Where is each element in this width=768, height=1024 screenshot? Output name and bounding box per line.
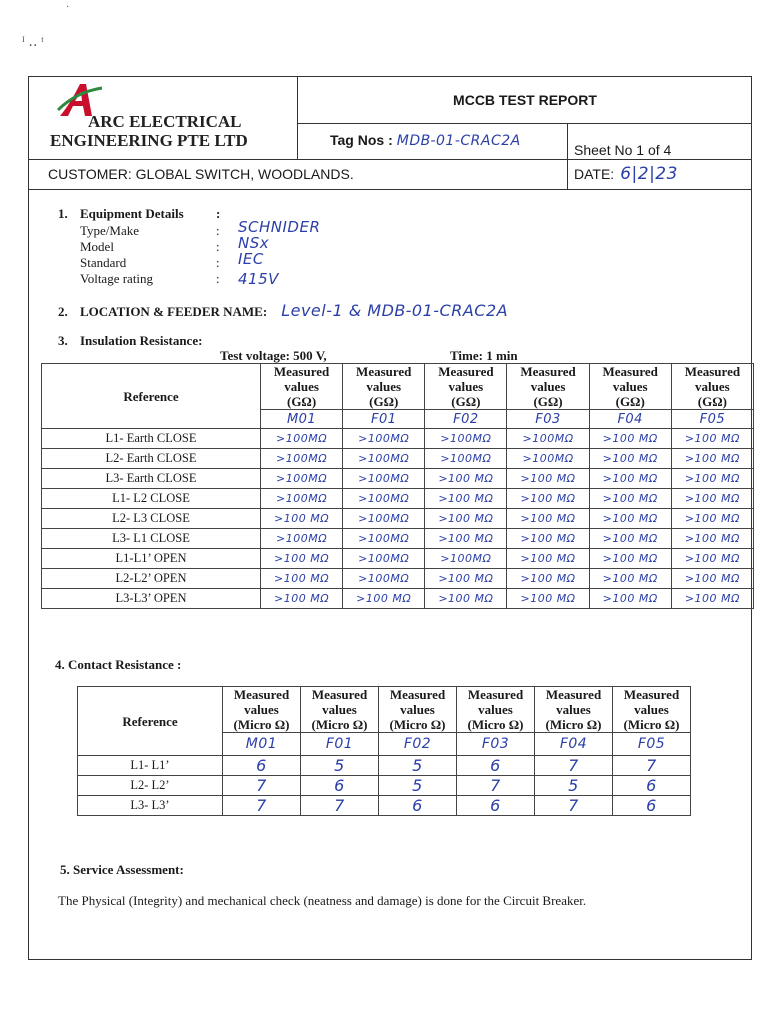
reference-cell: L1- L1’ [78,756,223,776]
measured-header-unit: (Micro Ω) [389,717,446,732]
equipment-label: Type/Make [80,223,140,238]
reference-cell: L2-L2’ OPEN [42,569,261,589]
measured-value-cell: 7 [613,756,691,776]
equipment-colon: : [216,223,220,238]
measured-header-line: values [530,379,566,394]
measured-value-cell: >100 MΩ [589,489,671,509]
feeder-header: F01 [343,410,425,429]
measured-value-cell: >100 MΩ [589,529,671,549]
measured-value-cell: >100 MΩ [261,589,343,609]
measured-header-unit: (GΩ) [697,394,727,409]
measured-header-line: Measured [602,364,658,379]
measured-value-cell: >100MΩ [261,469,343,489]
measured-value-cell: >100 MΩ [507,549,589,569]
measured-header-line: values [612,379,648,394]
section-number: 3. [58,333,68,348]
measured-value-cell: 7 [457,776,535,796]
equipment-colon: : [216,271,220,286]
insulation-body [42,429,754,609]
measured-value-cell: 6 [301,776,379,796]
equipment-row-model [80,234,270,255]
measured-header-line: Measured [311,687,368,702]
measured-header [343,364,425,410]
table-row [42,489,754,509]
feeder-header: F02 [425,410,507,429]
measured-value-cell: >100 MΩ [507,489,589,509]
measured-value-cell: >100MΩ [261,449,343,469]
table-row [78,776,691,796]
date-label: DATE: [574,166,615,182]
table-row [42,429,754,449]
measured-header-unit: (Micro Ω) [467,717,524,732]
table-row [42,469,754,489]
reference-header: Reference [78,687,223,756]
table-row [78,796,691,816]
measured-value-cell: 7 [223,796,301,816]
measured-header-line: Measured [684,364,741,379]
table-row [42,549,754,569]
tag-cell [298,124,568,160]
contact-table [77,686,691,816]
equipment-colon: : [216,239,220,254]
feeder-header: M01 [261,410,343,429]
measured-value-cell: >100MΩ [425,429,507,449]
measured-value-cell: 7 [535,796,613,816]
measured-value-cell: >100 MΩ [589,429,671,449]
table-row [42,529,754,549]
reference-cell: L3- L1 CLOSE [42,529,261,549]
measured-header-line: Measured [233,687,290,702]
measured-header-unit: (Micro Ω) [233,717,290,732]
measured-value-cell: 6 [223,756,301,776]
equipment-value: SCHNIDER [238,218,321,236]
measured-header-line: values [478,702,513,717]
measured-value-cell: 5 [535,776,613,796]
measured-value-cell: >100MΩ [507,449,589,469]
equipment-label: Voltage rating [80,271,154,286]
measured-header-line: Measured [545,687,602,702]
margin-dot: · [66,2,70,13]
measured-header-unit: (GΩ) [369,394,399,409]
measured-value-cell: >100 MΩ [261,569,343,589]
measured-value-cell: >100MΩ [507,429,589,449]
measured-header [425,364,507,410]
table-row [42,589,754,609]
measured-value-cell: >100MΩ [261,429,343,449]
contact-heading: 4. Contact Resistance : [55,657,182,672]
table-row [42,509,754,529]
feeder-header: F02 [379,733,457,756]
measured-header-line: Measured [356,364,412,379]
feeder-header: F04 [589,410,671,429]
tag-label: Tag Nos : [330,132,393,148]
measured-value-cell: 6 [613,776,691,796]
feeder-header: M01 [223,733,301,756]
customer-field: CUSTOMER: GLOBAL SWITCH, WOODLANDS. [28,160,568,190]
location-label: LOCATION & FEEDER NAME: [80,304,268,319]
company-name-line2: ENGINEERING PTE LTD [50,131,248,150]
service-heading: 5. Service Assessment: [60,862,184,877]
feeder-header: F05 [613,733,691,756]
measured-value-cell: >100 MΩ [425,529,507,549]
measured-header [589,364,671,410]
measured-value-cell: >100 MΩ [343,589,425,609]
sheet-number: Sheet No 1 of 4 [568,124,752,160]
measured-value-cell: >100MΩ [261,489,343,509]
insulation-heading-text: Insulation Resistance: [80,333,203,348]
equipment-colon: : [216,255,220,270]
measured-value-cell: >100 MΩ [425,509,507,529]
reference-cell: L3- Earth CLOSE [42,469,261,489]
measured-value-cell: >100 MΩ [507,589,589,609]
measured-value-cell: >100 MΩ [671,449,753,469]
measured-header-unit: (Micro Ω) [545,717,602,732]
measured-value-cell: >100 MΩ [671,489,753,509]
measured-value-cell: 6 [457,796,535,816]
measured-value-cell: >100 MΩ [261,549,343,569]
measured-header-line: values [366,379,402,394]
measured-value-cell: 5 [379,776,457,796]
measured-header-line: Measured [389,687,446,702]
measured-header-unit: (GΩ) [451,394,481,409]
feeder-header: F03 [457,733,535,756]
measured-header-unit: (GΩ) [615,394,645,409]
measured-value-cell: >100 MΩ [671,509,753,529]
reference-cell: L2- L2’ [78,776,223,796]
equipment-value: 415V [238,270,279,288]
measured-value-cell: >100MΩ [343,549,425,569]
reference-cell: L3-L3’ OPEN [42,589,261,609]
measured-value-cell: 6 [613,796,691,816]
measured-value-cell: >100 MΩ [671,429,753,449]
measured-value-cell: >100MΩ [343,529,425,549]
equipment-value: IEC [238,250,264,268]
measured-value-cell: >100 MΩ [589,549,671,569]
equipment-label: Model [80,239,114,254]
measured-header-line: values [448,379,484,394]
measured-header [301,687,379,733]
table-row [78,756,691,776]
measured-header-unit: (Micro Ω) [311,717,368,732]
measured-value-cell: 7 [223,776,301,796]
measured-value-cell: >100MΩ [343,489,425,509]
measured-value-cell: >100 MΩ [507,469,589,489]
measured-header-line: values [284,379,319,394]
measured-header-unit: (GΩ) [533,394,563,409]
measured-value-cell: >100MΩ [343,509,425,529]
measured-header [613,687,691,733]
section-number: 1. [58,206,68,221]
measured-value-cell: >100 MΩ [425,469,507,489]
measured-value-cell: 6 [457,756,535,776]
date-value: 6|2|23 [620,164,678,184]
measured-value-cell: >100 MΩ [589,569,671,589]
feeder-header: F01 [301,733,379,756]
feeder-header: F05 [671,410,753,429]
reference-header: Reference [42,364,261,429]
measured-value-cell: >100 MΩ [589,509,671,529]
measured-value-cell: 5 [379,756,457,776]
table-row [42,569,754,589]
location-value: Level-1 & MDB-01-CRAC2A [281,301,509,320]
measured-value-cell: >100MΩ [343,469,425,489]
measured-value-cell: 7 [301,796,379,816]
measured-value-cell: >100 MΩ [589,469,671,489]
margin-scribble: ᴵ ‥ ᵗ [22,35,44,50]
insulation-table [41,363,754,609]
insulation-heading [58,333,202,349]
service-text: The Physical (Integrity) and mechanical check (neatness and damage) is done for the Circuit Breaker. [58,893,587,908]
test-time: Time: 1 min [450,348,518,363]
measured-header [457,687,535,733]
reference-cell: L3- L3’ [78,796,223,816]
measured-value-cell: >100 MΩ [507,529,589,549]
measured-header [535,687,613,733]
measured-value-cell: >100 MΩ [671,569,753,589]
equipment-heading-text: Equipment Details [80,206,184,221]
tag-value: MDB-01-CRAC2A [396,133,521,149]
measured-header [671,364,753,410]
measured-value-cell: >100 MΩ [671,589,753,609]
section-number: 2. [58,304,68,319]
equipment-heading [58,206,220,222]
measured-value-cell: >100MΩ [343,449,425,469]
contact-body [78,756,691,816]
measured-value-cell: >100 MΩ [671,529,753,549]
measured-value-cell: 7 [535,756,613,776]
reference-cell: L1- L2 CLOSE [42,489,261,509]
company-name [50,112,248,150]
equipment-row-standard [80,250,264,271]
measured-value-cell: >100MΩ [343,569,425,589]
reference-cell: L1-L1’ OPEN [42,549,261,569]
measured-value-cell: >100 MΩ [671,549,753,569]
measured-header-line: values [634,702,669,717]
measured-value-cell: >100MΩ [425,449,507,469]
equipment-details [58,206,321,288]
measured-value-cell: >100 MΩ [425,589,507,609]
measured-value-cell: >100MΩ [343,429,425,449]
measured-header-line: values [322,702,357,717]
feeder-header: F03 [507,410,589,429]
company-name-line1: ARC ELECTRICAL [88,112,242,131]
measured-header-line: values [244,702,279,717]
measured-value-cell: >100 MΩ [425,569,507,589]
measured-header-line: values [695,379,730,394]
measured-header-line: Measured [273,364,330,379]
location-feeder [58,301,508,320]
date-cell [568,160,752,190]
measured-value-cell: >100 MΩ [589,449,671,469]
equipment-label: Standard [80,255,127,270]
equipment-row-voltage [80,270,279,288]
measured-value-cell: >100 MΩ [507,569,589,589]
measured-header-line: Measured [623,687,680,702]
measured-header-line: Measured [467,687,524,702]
measured-value-cell: 6 [379,796,457,816]
report-title: MCCB TEST REPORT [298,76,752,124]
measured-header [507,364,589,410]
measured-header-line: Measured [520,364,576,379]
measured-value-cell: >100MΩ [425,549,507,569]
equipment-value: NSx [238,234,270,252]
measured-value-cell: >100 MΩ [671,469,753,489]
feeder-header: F04 [535,733,613,756]
measured-value-cell: >100 MΩ [589,589,671,609]
equipment-colon: : [216,206,221,221]
reference-cell: L1- Earth CLOSE [42,429,261,449]
table-row [42,449,754,469]
measured-value-cell: >100 MΩ [507,509,589,529]
measured-value-cell: >100MΩ [261,529,343,549]
reference-cell: L2- L3 CLOSE [42,509,261,529]
reference-cell: L2- Earth CLOSE [42,449,261,469]
measured-header-line: values [556,702,591,717]
measured-header-line: Measured [438,364,494,379]
equipment-row-type [80,218,321,239]
test-voltage: Test voltage: 500 V, [220,348,327,363]
measured-header-unit: (GΩ) [286,394,317,409]
measured-header-line: values [400,702,435,717]
company-logo-cell [28,76,298,160]
measured-value-cell: 5 [301,756,379,776]
measured-header-unit: (Micro Ω) [623,717,680,732]
measured-header [223,687,301,733]
measured-header [261,364,343,410]
measured-value-cell: >100 MΩ [425,489,507,509]
measured-header [379,687,457,733]
measured-value-cell: >100 MΩ [261,509,343,529]
